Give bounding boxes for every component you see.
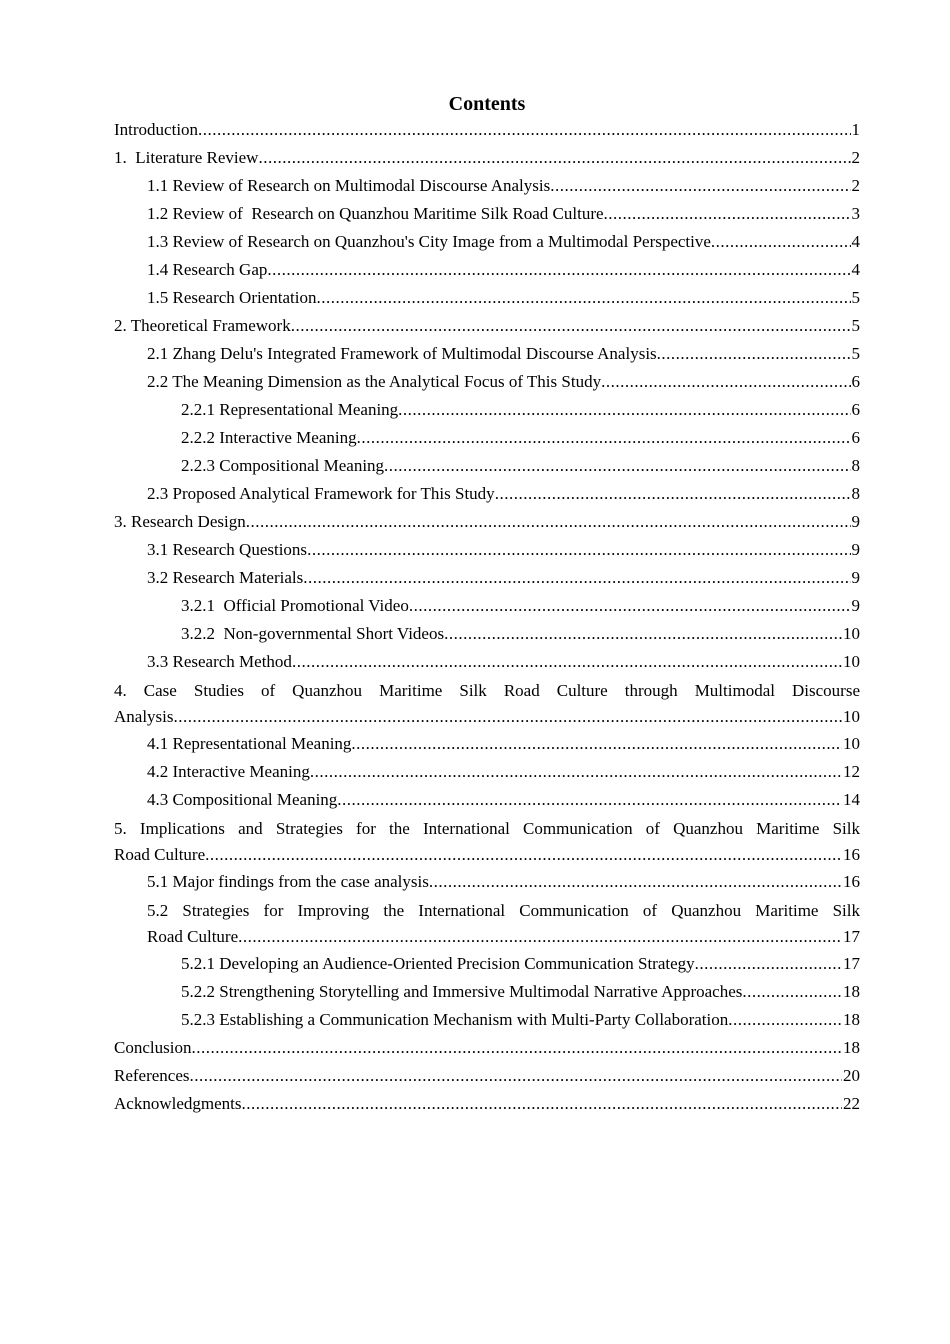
dot-leader [174, 704, 843, 730]
dot-leader [310, 758, 842, 786]
toc-page-number: 10 [843, 624, 860, 643]
toc-page-number: 9 [851, 568, 860, 587]
toc-entry-label: 3.3 Research Method [147, 652, 292, 671]
toc-page-number: 18 [843, 1010, 860, 1029]
toc-entry-1-3[interactable] [147, 228, 860, 256]
toc-page-number: 9 [851, 540, 860, 559]
toc-entry-label: 4.2 Interactive Meaning [147, 762, 310, 781]
toc-page-number: 14 [843, 790, 860, 809]
toc-entry-2-1[interactable] [147, 340, 860, 368]
toc-page-number: 4 [851, 232, 860, 251]
toc-entry-label: 1.2 Review of Research on Quanzhou Maritime Silk Road Culture [147, 204, 604, 223]
toc-entry-label: Analysis [114, 707, 174, 726]
table-of-contents [114, 116, 860, 1118]
dot-leader [238, 924, 842, 950]
toc-entry-2[interactable] [114, 312, 860, 340]
toc-entry-conclusion[interactable] [114, 1034, 860, 1062]
toc-page-number: 5 [851, 344, 860, 363]
toc-page-number: 22 [843, 1094, 860, 1113]
toc-entry-label: Introduction [114, 120, 199, 139]
toc-entry-1-2[interactable] [147, 200, 860, 228]
toc-entry-2-2-1[interactable] [181, 396, 860, 424]
toc-page-number: 2 [851, 148, 860, 167]
toc-page-number: 6 [851, 400, 860, 419]
dot-leader [601, 368, 850, 396]
toc-entry-label: Road Culture [147, 927, 239, 946]
toc-entry-3-3[interactable] [147, 648, 860, 676]
dot-leader [198, 116, 850, 144]
toc-entry-4-1[interactable] [147, 730, 860, 758]
toc-entry-label: 5.2.2 Strengthening Storytelling and Immersive Multimodal Narrative Approaches [181, 982, 743, 1001]
dot-leader [267, 256, 850, 284]
toc-page-number: 18 [843, 982, 860, 1001]
toc-entry-label: 5.2.3 Establishing a Communication Mechanism with Multi-Party Collaboration [181, 1010, 729, 1029]
toc-entry-5-2-1[interactable] [181, 950, 860, 978]
toc-entry-3-2-1[interactable] [181, 592, 860, 620]
toc-entry-label-line1: 4. Case Studies of Quanzhou Maritime Silk Road Culture through Multimodal Discourse [114, 681, 860, 700]
toc-page-number: 16 [843, 872, 860, 891]
toc-entry-label: 4.3 Compositional Meaning [147, 790, 338, 809]
toc-entry-label: 1.4 Research Gap [147, 260, 268, 279]
dot-leader [307, 536, 850, 564]
toc-entry-2-3[interactable] [147, 480, 860, 508]
toc-entry-label: 1.5 Research Orientation [147, 288, 317, 307]
page-title: Contents [448, 93, 526, 115]
toc-entry-3-2[interactable] [147, 564, 860, 592]
toc-page-number: 3 [851, 204, 860, 223]
toc-entry-2-2-2[interactable] [181, 424, 860, 452]
toc-entry-label: Road Culture [114, 845, 206, 864]
toc-entry-5-2-3[interactable] [181, 1006, 860, 1034]
toc-page-number: 16 [843, 845, 860, 864]
toc-entry-label: Acknowledgments [114, 1094, 242, 1113]
dot-leader [205, 842, 842, 868]
dot-leader [241, 1090, 842, 1118]
dot-leader [191, 1034, 842, 1062]
toc-page-number: 8 [851, 456, 860, 475]
toc-entry-label: 2.2.3 Compositional Meaning [181, 456, 385, 475]
dot-leader [604, 200, 851, 228]
toc-entry-1-5[interactable] [147, 284, 860, 312]
dot-leader [384, 452, 850, 480]
toc-entry-5-1[interactable] [147, 868, 860, 896]
toc-entry-label: 2.1 Zhang Delu's Integrated Framework of Multimodal Discourse Analysis [147, 344, 657, 363]
toc-entry-label: 2.2.1 Representational Meaning [181, 400, 399, 419]
toc-entry-acknowledgments[interactable] [114, 1090, 860, 1118]
toc-entry-label: Conclusion [114, 1038, 192, 1057]
toc-page-number: 5 [851, 316, 860, 335]
dot-leader [291, 312, 851, 340]
toc-page-number: 18 [843, 1038, 860, 1057]
dot-leader [351, 730, 842, 758]
toc-entry-label: 1. Literature Review [114, 148, 259, 167]
dot-leader [550, 172, 850, 200]
toc-entry-label: 3.2.2 Non-governmental Short Videos [181, 624, 445, 643]
toc-entry-last-line [147, 924, 860, 950]
toc-entry-4-3[interactable] [147, 786, 860, 814]
dot-leader [357, 424, 851, 452]
toc-entry-introduction[interactable] [114, 116, 860, 144]
toc-entry-1[interactable] [114, 144, 860, 172]
dot-leader [258, 144, 850, 172]
toc-entry-label: 1.3 Review of Research on Quanzhou's City Image from a Multimodal Perspective [147, 232, 711, 251]
toc-entry-label: 1.1 Review of Research on Multimodal Discourse Analysis [147, 176, 551, 195]
toc-entry-label-line1: 5. Implications and Strategies for the International Communication of Quanzhou Maritime Silk [114, 819, 860, 838]
toc-page-number: 6 [851, 428, 860, 447]
toc-entry-label: 3.2 Research Materials [147, 568, 304, 587]
toc-entry-2-2-3[interactable] [181, 452, 860, 480]
toc-entry-label: 3.1 Research Questions [147, 540, 308, 559]
toc-page-number: 17 [843, 954, 860, 973]
dot-leader [742, 978, 842, 1006]
toc-entry-last-line [114, 704, 860, 730]
toc-entry-3-1[interactable] [147, 536, 860, 564]
toc-entry-4[interactable] [114, 676, 860, 730]
toc-page-number: 12 [843, 762, 860, 781]
toc-entry-3-2-2[interactable] [181, 620, 860, 648]
toc-entry-label: 3. Research Design [114, 512, 246, 531]
toc-page-number: 9 [851, 512, 860, 531]
toc-page-number: 5 [851, 288, 860, 307]
toc-entry-label: 3.2.1 Official Promotional Video [181, 596, 409, 615]
dot-leader [303, 564, 850, 592]
toc-entry-1-4[interactable] [147, 256, 860, 284]
toc-entry-5[interactable] [114, 814, 860, 868]
toc-page-number: 1 [851, 120, 860, 139]
dot-leader [429, 868, 842, 896]
dot-leader [398, 396, 850, 424]
dot-leader [695, 950, 842, 978]
toc-page-number: 9 [851, 596, 860, 615]
dot-leader [316, 284, 850, 312]
toc-entry-2-2[interactable] [147, 368, 860, 396]
dot-leader [657, 340, 851, 368]
toc-entry-label: 5.1 Major findings from the case analysis [147, 872, 429, 891]
toc-page-number: 2 [851, 176, 860, 195]
toc-entry-5-2[interactable] [147, 896, 860, 950]
dot-leader [409, 592, 851, 620]
toc-page-number: 10 [843, 652, 860, 671]
dot-leader [495, 480, 851, 508]
toc-entry-5-2-2[interactable] [181, 978, 860, 1006]
dot-leader [444, 620, 842, 648]
toc-entry-1-1[interactable] [147, 172, 860, 200]
toc-entry-label-line1: 5.2 Strategies for Improving the International Communication of Quanzhou Maritime Silk [147, 901, 860, 920]
toc-entry-label: References [114, 1066, 190, 1085]
dot-leader [728, 1006, 842, 1034]
dot-leader [337, 786, 842, 814]
toc-entry-label: 5.2.1 Developing an Audience-Oriented Precision Communication Strategy [181, 954, 695, 973]
dot-leader [711, 228, 851, 256]
toc-page-number: 4 [851, 260, 860, 279]
toc-page-number: 8 [851, 484, 860, 503]
toc-page-number: 10 [843, 734, 860, 753]
toc-entry-label: 2.2 The Meaning Dimension as the Analytical Focus of This Study [147, 372, 602, 391]
toc-page-number: 20 [843, 1066, 860, 1085]
toc-entry-label: 2.2.2 Interactive Meaning [181, 428, 357, 447]
toc-entry-references[interactable] [114, 1062, 860, 1090]
dot-leader [190, 1062, 842, 1090]
toc-entry-label: 2. Theoretical Framework [114, 316, 291, 335]
toc-page-number: 10 [843, 707, 860, 726]
toc-page-number: 6 [851, 372, 860, 391]
toc-entry-4-2[interactable] [147, 758, 860, 786]
toc-entry-label: 2.3 Proposed Analytical Framework for This Study [147, 484, 495, 503]
toc-entry-label: 4.1 Representational Meaning [147, 734, 352, 753]
dot-leader [292, 648, 842, 676]
toc-page-number: 17 [843, 927, 860, 946]
dot-leader [246, 508, 851, 536]
toc-entry-3[interactable] [114, 508, 860, 536]
toc-entry-last-line [114, 842, 860, 868]
